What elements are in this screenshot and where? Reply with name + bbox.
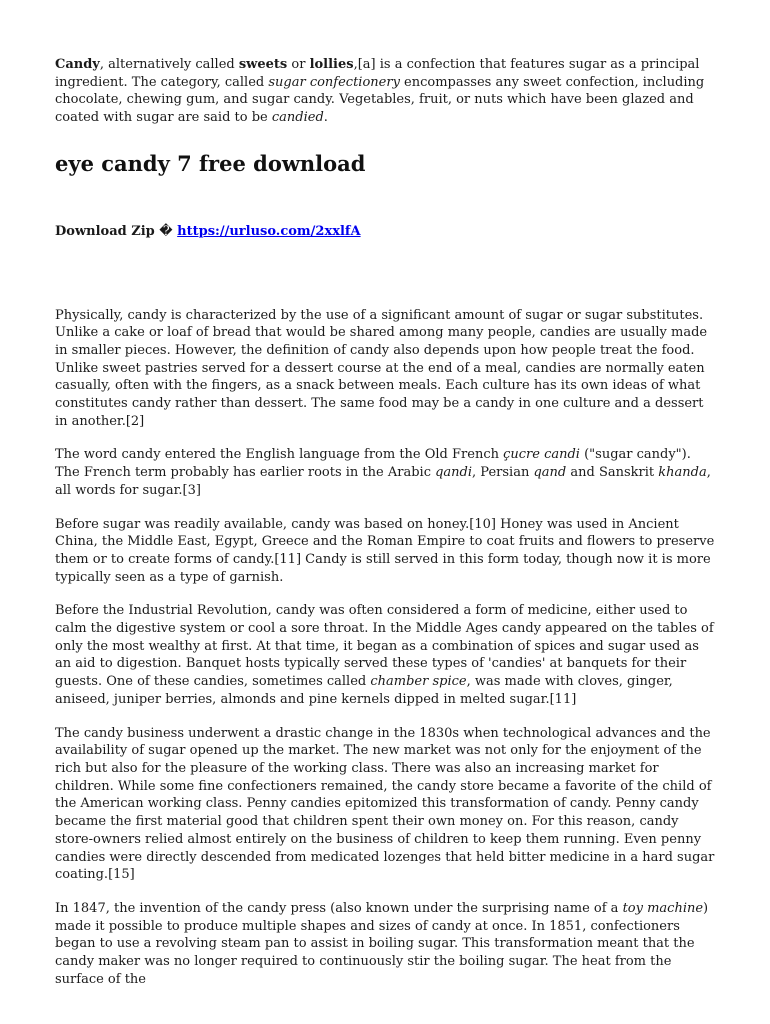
download-line	[55, 223, 715, 241]
term-qandi: qandi	[435, 465, 473, 481]
intro-text: or	[287, 57, 310, 72]
paragraph-text: , Persian	[472, 465, 534, 481]
paragraph-physical: Physically, candy is characterized by the use of a significant amount of sugar or sugar substitutes. Unlike a cake or loaf of bread that would be shared among many people, candies are usually made in smaller pieces. However, the definition of candy also depends upon how people treat the food. Unlike sweet pastries served for a dessert course at the end of a meal, candies are normally eaten casually, often with the fingers, as a snack between meals. Each culture has its own ideas of what constitutes candy rather than dessert. The same food may be a candy in one culture and a dessert in another.[2]	[55, 307, 708, 429]
term-sweets: sweets	[238, 57, 288, 72]
article-body	[55, 307, 715, 989]
page-title: eye candy 7 free download	[55, 150, 366, 176]
term-toy-machine: toy machine	[622, 900, 704, 916]
term-lollies: lollies	[309, 57, 354, 72]
paragraph-business: The candy business underwent a drastic change in the 1830s when technological advances and the availability of sugar opened up the market. The new market was not only for the enjoyment of the rich but also for the pleasure of the working class. There was also an increasing market for children. While some fine confectioners remained, the candy store became a favorite of the child of the American working class. Penny candies epitomized this transformation of candy. Penny candy became the first material good that children spent their own money on. For this reason, candy store-owners relied almost entirely on the business of children to keep them running. Even penny candies were directly descended from medicated lozenges that held bitter medicine in a hard sugar coating.[15]	[55, 725, 715, 883]
term-khanda: khanda	[658, 465, 707, 481]
paragraph-text: In 1847, the invention of the candy press (also known under the surprising name of a	[55, 900, 623, 916]
download-link[interactable]: https://urluso.com/2xxlfA	[177, 223, 361, 239]
term-chamber-spice: chamber spice	[370, 674, 467, 690]
paragraph-text: and Sanskrit	[566, 465, 659, 481]
paragraph-text: The word candy entered the English language from the Old French	[55, 447, 504, 463]
intro-paragraph	[55, 56, 715, 127]
paragraph-text: , all words for sugar.[3]	[55, 465, 711, 498]
term-qand: qand	[533, 465, 567, 481]
term-candy: Candy	[55, 57, 100, 72]
replacement-glyph-icon: �	[159, 223, 173, 239]
intro-text: encompasses any sweet confection, including chocolate, chewing gum, and sugar candy. Vegetables, fruit, or nuts which have been glazed and coated with sugar are said to be	[55, 74, 705, 126]
paragraph-medicine	[55, 602, 715, 708]
intro-text: .	[323, 110, 328, 126]
paragraph-text: ("sugar candy"). The French term probably has earlier roots in the Arabic	[55, 447, 691, 481]
paragraph-etymology	[55, 446, 715, 499]
paragraph-text: , was made with cloves, ginger, aniseed, juniper berries, almonds and pine kernels dipped in melted sugar.[11]	[55, 674, 673, 707]
intro-text: , alternatively called	[99, 57, 239, 72]
term-sugar-confectionery: sugar confectionery	[268, 74, 400, 90]
term-candied: candied	[271, 110, 324, 126]
term-cucre-candi: çucre candi	[503, 447, 580, 463]
intro-text: ,[a] is a confection that features sugar as a principal ingredient. The category, called	[55, 57, 700, 90]
paragraph-text: Before the Industrial Revolution, candy was often considered a form of medicine, either used to calm the digestive system or cool a sore throat. In the Middle Ages candy appeared on the tables of only the most wealthy at first. At that time, it began as a combination of spices and sugar used as an aid to digestion. Banquet hosts typically served these types of 'candies' at banquets for their guests. One of these candies, sometimes called	[55, 603, 714, 690]
paragraph-honey: Before sugar was readily available, candy was based on honey.[10] Honey was used in Ancient China, the Middle East, Egypt, Greece and the Roman Empire to coat fruits and flowers to preserve them or to create forms of candy.[11] Candy is still served in this form today, though now it is more typically seen as a type of garnish.	[55, 516, 715, 585]
download-label: Download Zip	[55, 223, 155, 239]
paragraph-candy-press	[55, 900, 715, 989]
paragraph-text: ) made it possible to produce multiple shapes and sizes of candy at once. In 1851, confectioners began to use a revolving steam pan to assist in boiling sugar. This transformation meant that the candy maker was no longer required to continuously stir the boiling sugar. The heat from the surface of the	[55, 900, 709, 987]
